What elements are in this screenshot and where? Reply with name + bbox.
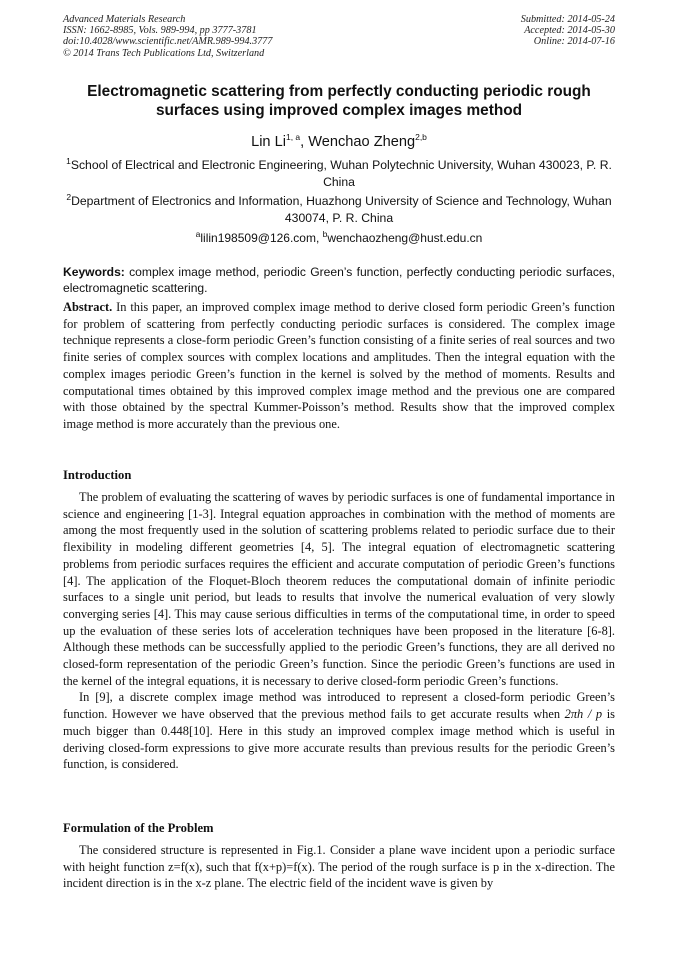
- introduction-paragraph-2-start: In [9], a discrete complex image method was introduced to represent a closed-form periodic Green’s function. However we have observed that the previous method fails to get accurate results when: [63, 690, 615, 722]
- affiliation-1-text: School of Electrical and Electronic Engineering, Wuhan Polytechnic University, Wuhan 430023, P. R. China: [70, 158, 612, 189]
- email-a[interactable]: lilin198509@126.com,: [200, 231, 323, 245]
- inline-math-expression: 2πh / p: [564, 707, 603, 722]
- introduction-heading: Introduction: [63, 468, 132, 482]
- introduction-paragraph-2: [63, 689, 615, 773]
- formulation-heading: Formulation of the Problem: [63, 821, 214, 835]
- affiliation-2-text: Department of Electronics and Information, Huazhong University of Science and Technology, Wuhan 430074, P. R. China: [71, 194, 612, 225]
- affiliation-2-mark: 2: [66, 191, 72, 202]
- author-separator: ,: [300, 134, 309, 150]
- abstract-label: Abstract.: [63, 300, 113, 314]
- affiliation-1-mark: 1: [66, 155, 71, 166]
- paper-title-line-1: Electromagnetic scattering from perfectly conducting periodic rough: [87, 83, 591, 100]
- author-list: [60, 133, 618, 151]
- copyright-line: © 2014 Trans Tech Publications Ltd, Switzerland: [63, 47, 265, 59]
- author-2-affiliation-mark: 2,b: [415, 132, 427, 143]
- abstract-block: [63, 299, 615, 433]
- author-1-affiliation-mark: 1, a: [285, 132, 301, 143]
- journal-name: Advanced Materials Research: [63, 14, 186, 25]
- submitted-date: Submitted: 2014-05-24: [520, 14, 615, 25]
- abstract-text: In this paper, an improved complex image method to derive closed form periodic Green’s function for problem of scattering from perfectly conducting periodic surfaces is considered. The complex image technique represents a close-form periodic Green’s function consisting of a finite series of real sources and two finite series of complex sources with complex locations and amplitudes. Then the integral equation with the complex images periodic Green’s function in the kernel is solved by the method of moments. Results and computational times obtained by this improved complex image method and the previous one are compared with those obtained by the spectral Kummer-Poisson’s method. Results show that the improved complex image method is more accurately than the previous one.: [63, 300, 615, 431]
- online-date: Online: 2014-07-16: [533, 36, 615, 48]
- paper-title-line-2: surfaces using improved complex images method: [155, 102, 523, 119]
- dates-header: [521, 14, 615, 48]
- email-b[interactable]: wenchaozheng@hust.edu.cn: [327, 231, 483, 245]
- journal-header: [63, 14, 272, 59]
- keywords-text: complex image method, periodic Green’s function, perfectly conducting periodic surfaces, electromagnetic scattering.: [63, 265, 615, 295]
- author-emails: [60, 230, 618, 246]
- keywords-label: Keywords:: [63, 265, 125, 279]
- keywords-block: [63, 264, 615, 296]
- formulation-body: [63, 842, 615, 892]
- introduction-paragraph-1: The problem of evaluating the scattering of waves by periodic surfaces is one of fundamental importance in science and engineering [1-3]. Integral equation approaches in combination with the method of moments are among the most frequently used in the solution of scattering problems related to periodic surface due to their flexibility in modeling different geometries [4, 5]. The integral equation of electromagnetic scattering problems from periodic surfaces requires the efficient and accurate computation of periodic Green’s functions [4]. The application of the Floquet-Bloch theorem reduces the computational domain of infinite periodic surfaces to a single unit period, but leads to results that involve the numerical evaluation of very slowly converging series [4]. This may cause serious difficulties in terms of the computational time, in order to speed up the evaluation of these series lots of acceleration techniques have been proposed in the literature [6-8]. Although these methods can be successfully applied to the periodic Green’s functions, they are all derived no closed-form representation of the periodic Green’s function. Since the periodic Green’s functions are used in the kernel of the integral equations, it is necessary to derive closed-form periodic Green’s functions.: [63, 490, 615, 688]
- email-b-mark: b: [322, 229, 328, 239]
- email-a-mark: a: [195, 229, 201, 239]
- issn-line: ISSN: 1662-8985, Vols. 989-994, pp 3777-3781: [63, 25, 257, 37]
- accepted-date: Accepted: 2014-05-30: [524, 25, 615, 37]
- paper-title: [60, 82, 618, 120]
- introduction-body: [63, 489, 615, 773]
- affiliation-2: [60, 193, 618, 226]
- formulation-paragraph-1: The considered structure is represented in Fig.1. Consider a plane wave incident upon a periodic surface with height function z=f(x), such that f(x+p)=f(x). The period of the rough surface is p in the x-direction. The incident direction is in the x-z plane. The electric field of the incident wave is given by: [63, 843, 615, 891]
- affiliation-1: [60, 157, 618, 190]
- author-2: Wenchao Zheng: [308, 134, 416, 150]
- introduction-paragraph-2-end: is much bigger than 0.448[10]. Here in this study an improved complex image method which is useful in deriving closed-form expressions to give more accurate results than previous results for the periodic Green’s function, is considered.: [63, 707, 615, 772]
- doi-line: doi:10.4028/www.scientific.net/AMR.989-994.3777: [63, 36, 273, 48]
- author-1: Lin Li: [251, 134, 286, 150]
